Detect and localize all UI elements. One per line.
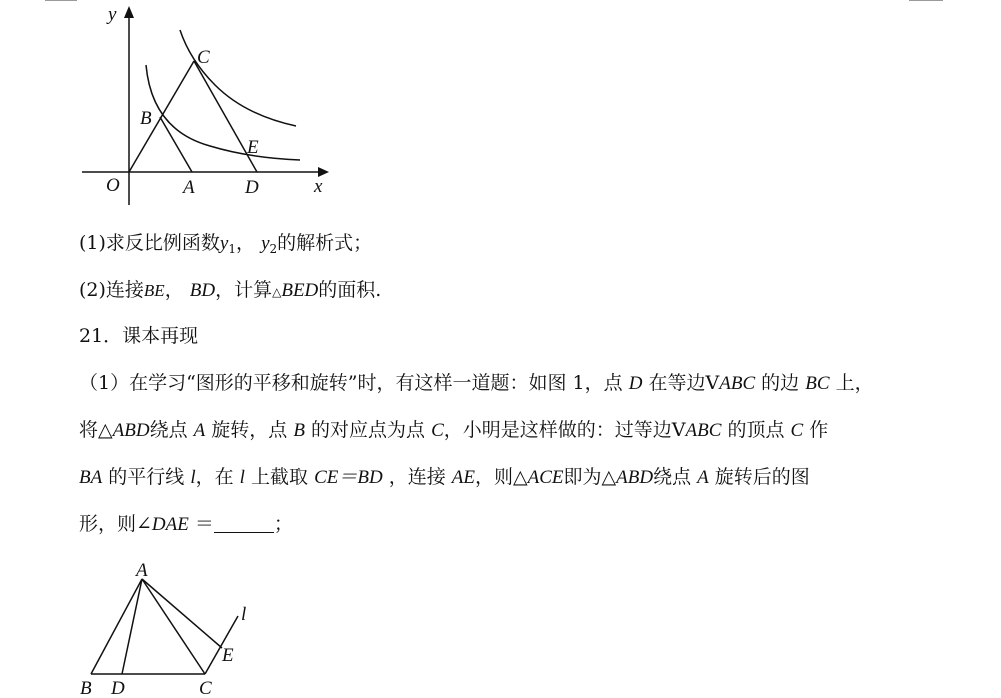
segment-AD <box>122 579 142 674</box>
axis-label-y: y <box>108 4 117 25</box>
hyperbola-graph <box>70 0 340 205</box>
segment-BA <box>160 117 192 172</box>
q21-line4: 形，则∠DAE ＝ ； <box>79 513 293 535</box>
y-axis-arrow <box>124 6 134 18</box>
point-label-A: A <box>183 177 195 198</box>
q20-part1: (1)求反比例函数$y_1$， $y_2$的解析式； <box>79 232 373 256</box>
axis-label-x: x <box>314 176 323 197</box>
point-label-D: D <box>245 177 259 198</box>
line-label-l: l <box>241 604 247 625</box>
segment-OC <box>129 61 194 172</box>
point-label-C: C <box>197 47 210 68</box>
page-corner-mark-right <box>909 0 943 1</box>
hyperbola-y2 <box>180 30 296 126</box>
q21-line1: （1）在学习“图形的平移和旋转”时，有这样一道题：如图 1，点 D 在等边VABC 的边 BC 上， <box>79 372 874 394</box>
answer-blank <box>214 514 274 533</box>
triangle-figure <box>75 555 265 698</box>
point-label-C: C <box>199 678 212 698</box>
point-label-D: D <box>111 678 125 698</box>
point-label-B: B <box>80 678 92 698</box>
point-label-B: B <box>140 108 152 129</box>
segment-AB <box>91 579 142 674</box>
q21-line2: 将△ABD绕点 A 旋转，点 B 的对应点为点 C，小明是这样做的：过等边VABC 的顶点 C 作 <box>79 419 829 441</box>
point-label-E: E <box>222 645 234 666</box>
segment-AC <box>142 579 205 674</box>
q20-part2: (2)连接BE， BD，计算△BED的面积. <box>79 279 382 301</box>
point-label-E: E <box>247 137 259 158</box>
segment-AE <box>142 579 222 648</box>
point-label-O: O <box>106 175 120 196</box>
point-label-A: A <box>136 560 148 581</box>
q21-line3: BA 的平行线 l，在 l 上截取 CE＝BD ，连接 AE，则△ACE即为△ABD绕点 A 旋转后的图 <box>79 466 810 488</box>
q21-heading: 21．课本再现 <box>79 325 199 347</box>
